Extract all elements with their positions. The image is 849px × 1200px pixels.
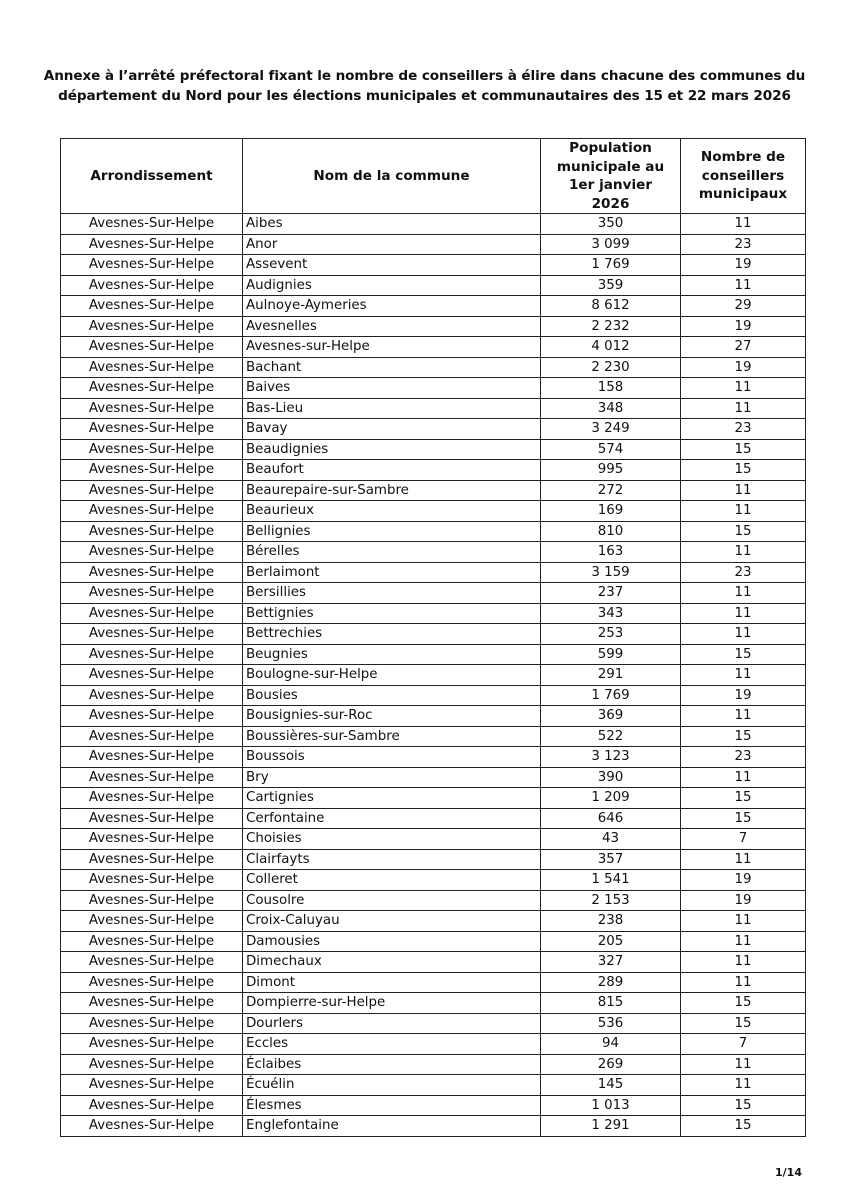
cell-conseillers: 11 [681, 849, 806, 870]
cell-arrondissement: Avesnes-Sur-Helpe [61, 583, 243, 604]
table-row [61, 255, 806, 276]
header-population-text: Population municipale au 1er janvier 2026 [556, 140, 665, 212]
table-row [61, 1054, 806, 1075]
cell-population: 359 [541, 275, 681, 296]
cell-conseillers: 15 [681, 439, 806, 460]
cell-conseillers: 11 [681, 398, 806, 419]
cell-population: 810 [541, 521, 681, 542]
cell-arrondissement: Avesnes-Sur-Helpe [61, 1095, 243, 1116]
cell-conseillers: 15 [681, 1095, 806, 1116]
cell-arrondissement: Avesnes-Sur-Helpe [61, 501, 243, 522]
cell-arrondissement: Avesnes-Sur-Helpe [61, 378, 243, 399]
cell-arrondissement: Avesnes-Sur-Helpe [61, 1116, 243, 1137]
cell-arrondissement: Avesnes-Sur-Helpe [61, 316, 243, 337]
cell-population: 163 [541, 542, 681, 563]
cell-commune: Choisies [243, 829, 541, 850]
cell-population: 94 [541, 1034, 681, 1055]
cell-arrondissement: Avesnes-Sur-Helpe [61, 1034, 243, 1055]
cell-arrondissement: Avesnes-Sur-Helpe [61, 234, 243, 255]
cell-conseillers: 11 [681, 480, 806, 501]
cell-arrondissement: Avesnes-Sur-Helpe [61, 870, 243, 891]
table-row [61, 767, 806, 788]
cell-arrondissement: Avesnes-Sur-Helpe [61, 665, 243, 686]
cell-conseillers: 19 [681, 870, 806, 891]
cell-conseillers: 11 [681, 767, 806, 788]
cell-population: 343 [541, 603, 681, 624]
cell-commune: Dompierre-sur-Helpe [243, 993, 541, 1014]
cell-arrondissement: Avesnes-Sur-Helpe [61, 521, 243, 542]
cell-arrondissement: Avesnes-Sur-Helpe [61, 603, 243, 624]
cell-conseillers: 11 [681, 706, 806, 727]
cell-arrondissement: Avesnes-Sur-Helpe [61, 747, 243, 768]
cell-population: 145 [541, 1075, 681, 1096]
table-row [61, 849, 806, 870]
cell-arrondissement: Avesnes-Sur-Helpe [61, 480, 243, 501]
cell-population: 3 159 [541, 562, 681, 583]
cell-conseillers: 11 [681, 624, 806, 645]
table-row [61, 685, 806, 706]
cell-arrondissement: Avesnes-Sur-Helpe [61, 439, 243, 460]
table-row [61, 296, 806, 317]
cell-commune: Croix-Caluyau [243, 911, 541, 932]
cell-conseillers: 19 [681, 357, 806, 378]
cell-arrondissement: Avesnes-Sur-Helpe [61, 562, 243, 583]
table-row [61, 603, 806, 624]
cell-arrondissement: Avesnes-Sur-Helpe [61, 726, 243, 747]
cell-arrondissement: Avesnes-Sur-Helpe [61, 644, 243, 665]
cell-commune: Bérelles [243, 542, 541, 563]
cell-commune: Anor [243, 234, 541, 255]
table-row [61, 419, 806, 440]
cell-population: 3 099 [541, 234, 681, 255]
table-row [61, 234, 806, 255]
cell-population: 348 [541, 398, 681, 419]
cell-arrondissement: Avesnes-Sur-Helpe [61, 357, 243, 378]
cell-arrondissement: Avesnes-Sur-Helpe [61, 1075, 243, 1096]
cell-arrondissement: Avesnes-Sur-Helpe [61, 296, 243, 317]
table-row [61, 1116, 806, 1137]
cell-commune: Bellignies [243, 521, 541, 542]
document-title-line-1: Annexe à l’arrêté préfectoral fixant le nombre de conseillers à élire dans chacune des communes du [43, 68, 806, 84]
cell-commune: Bachant [243, 357, 541, 378]
cell-arrondissement: Avesnes-Sur-Helpe [61, 952, 243, 973]
table-row [61, 931, 806, 952]
cell-conseillers: 15 [681, 521, 806, 542]
header-population [541, 139, 681, 214]
cell-conseillers: 7 [681, 1034, 806, 1055]
cell-commune: Élesmes [243, 1095, 541, 1116]
cell-commune: Bousignies-sur-Roc [243, 706, 541, 727]
cell-conseillers: 19 [681, 890, 806, 911]
cell-conseillers: 15 [681, 726, 806, 747]
cell-commune: Beaurepaire-sur-Sambre [243, 480, 541, 501]
cell-arrondissement: Avesnes-Sur-Helpe [61, 808, 243, 829]
table-row [61, 378, 806, 399]
cell-commune: Cerfontaine [243, 808, 541, 829]
table-row [61, 460, 806, 481]
cell-population: 8 612 [541, 296, 681, 317]
cell-conseillers: 11 [681, 275, 806, 296]
cell-arrondissement: Avesnes-Sur-Helpe [61, 685, 243, 706]
cell-commune: Berlaimont [243, 562, 541, 583]
cell-commune: Bavay [243, 419, 541, 440]
cell-conseillers: 15 [681, 1116, 806, 1137]
table-row [61, 316, 806, 337]
cell-commune: Aulnoye-Aymeries [243, 296, 541, 317]
cell-arrondissement: Avesnes-Sur-Helpe [61, 275, 243, 296]
cell-conseillers: 7 [681, 829, 806, 850]
cell-conseillers: 15 [681, 993, 806, 1014]
cell-commune: Boussières-sur-Sambre [243, 726, 541, 747]
cell-arrondissement: Avesnes-Sur-Helpe [61, 624, 243, 645]
cell-commune: Englefontaine [243, 1116, 541, 1137]
cell-arrondissement: Avesnes-Sur-Helpe [61, 972, 243, 993]
table-row [61, 521, 806, 542]
table-row [61, 357, 806, 378]
cell-arrondissement: Avesnes-Sur-Helpe [61, 460, 243, 481]
table-row [61, 1034, 806, 1055]
cell-commune: Bettrechies [243, 624, 541, 645]
table-row [61, 952, 806, 973]
table-row [61, 398, 806, 419]
table-row [61, 624, 806, 645]
cell-conseillers: 19 [681, 685, 806, 706]
cell-commune: Dimechaux [243, 952, 541, 973]
cell-arrondissement: Avesnes-Sur-Helpe [61, 788, 243, 809]
cell-conseillers: 11 [681, 583, 806, 604]
table-row [61, 644, 806, 665]
table-row [61, 275, 806, 296]
header-conseillers [681, 139, 806, 214]
table-row [61, 562, 806, 583]
cell-arrondissement: Avesnes-Sur-Helpe [61, 542, 243, 563]
cell-commune: Boussois [243, 747, 541, 768]
cell-arrondissement: Avesnes-Sur-Helpe [61, 849, 243, 870]
cell-population: 2 230 [541, 357, 681, 378]
cell-commune: Bry [243, 767, 541, 788]
cell-arrondissement: Avesnes-Sur-Helpe [61, 214, 243, 235]
cell-arrondissement: Avesnes-Sur-Helpe [61, 993, 243, 1014]
cell-population: 291 [541, 665, 681, 686]
cell-commune: Assevent [243, 255, 541, 276]
cell-conseillers: 23 [681, 747, 806, 768]
cell-arrondissement: Avesnes-Sur-Helpe [61, 398, 243, 419]
cell-population: 205 [541, 931, 681, 952]
cell-conseillers: 11 [681, 1075, 806, 1096]
table-row [61, 1013, 806, 1034]
table-row [61, 726, 806, 747]
table-row [61, 890, 806, 911]
cell-commune: Éclaibes [243, 1054, 541, 1075]
cell-population: 289 [541, 972, 681, 993]
cell-population: 3 249 [541, 419, 681, 440]
cell-commune: Beugnies [243, 644, 541, 665]
document-title [0, 66, 849, 106]
cell-population: 599 [541, 644, 681, 665]
cell-population: 574 [541, 439, 681, 460]
cell-conseillers: 15 [681, 460, 806, 481]
table-row [61, 480, 806, 501]
cell-population: 327 [541, 952, 681, 973]
header-arrondissement: Arrondissement [61, 139, 243, 214]
cell-population: 3 123 [541, 747, 681, 768]
cell-arrondissement: Avesnes-Sur-Helpe [61, 829, 243, 850]
cell-conseillers: 15 [681, 808, 806, 829]
cell-commune: Dimont [243, 972, 541, 993]
cell-conseillers: 11 [681, 542, 806, 563]
cell-population: 238 [541, 911, 681, 932]
table-row [61, 808, 806, 829]
cell-population: 646 [541, 808, 681, 829]
cell-arrondissement: Avesnes-Sur-Helpe [61, 706, 243, 727]
table-row [61, 665, 806, 686]
cell-conseillers: 19 [681, 316, 806, 337]
cell-population: 1 541 [541, 870, 681, 891]
cell-commune: Boulogne-sur-Helpe [243, 665, 541, 686]
cell-conseillers: 11 [681, 1054, 806, 1075]
cell-population: 237 [541, 583, 681, 604]
table-row [61, 911, 806, 932]
header-conseillers-text: Nombre de conseillers municipaux [698, 149, 788, 203]
cell-conseillers: 11 [681, 911, 806, 932]
cell-conseillers: 23 [681, 562, 806, 583]
cell-population: 1 291 [541, 1116, 681, 1137]
table-row [61, 439, 806, 460]
cell-population: 169 [541, 501, 681, 522]
cell-population: 357 [541, 849, 681, 870]
cell-population: 253 [541, 624, 681, 645]
cell-population: 995 [541, 460, 681, 481]
cell-commune: Avesnes-sur-Helpe [243, 337, 541, 358]
table-row [61, 214, 806, 235]
cell-population: 2 232 [541, 316, 681, 337]
table-row [61, 706, 806, 727]
cell-arrondissement: Avesnes-Sur-Helpe [61, 767, 243, 788]
cell-arrondissement: Avesnes-Sur-Helpe [61, 1013, 243, 1034]
cell-commune: Bas-Lieu [243, 398, 541, 419]
cell-arrondissement: Avesnes-Sur-Helpe [61, 890, 243, 911]
cell-population: 158 [541, 378, 681, 399]
cell-population: 1 769 [541, 255, 681, 276]
cell-conseillers: 11 [681, 665, 806, 686]
cell-population: 815 [541, 993, 681, 1014]
table-row [61, 829, 806, 850]
cell-conseillers: 23 [681, 419, 806, 440]
cell-population: 1 209 [541, 788, 681, 809]
cell-commune: Beaurieux [243, 501, 541, 522]
cell-conseillers: 15 [681, 1013, 806, 1034]
table-row [61, 583, 806, 604]
cell-conseillers: 23 [681, 234, 806, 255]
cell-commune: Clairfayts [243, 849, 541, 870]
page-number: 1/14 [775, 1166, 802, 1179]
cell-population: 1 769 [541, 685, 681, 706]
cell-commune: Audignies [243, 275, 541, 296]
cell-arrondissement: Avesnes-Sur-Helpe [61, 255, 243, 276]
cell-population: 4 012 [541, 337, 681, 358]
cell-commune: Damousies [243, 931, 541, 952]
cell-conseillers: 11 [681, 931, 806, 952]
cell-commune: Bersillies [243, 583, 541, 604]
cell-commune: Bettignies [243, 603, 541, 624]
cell-population: 1 013 [541, 1095, 681, 1116]
cell-conseillers: 15 [681, 644, 806, 665]
cell-commune: Avesnelles [243, 316, 541, 337]
table-row [61, 870, 806, 891]
cell-population: 2 153 [541, 890, 681, 911]
cell-conseillers: 11 [681, 972, 806, 993]
cell-population: 390 [541, 767, 681, 788]
cell-conseillers: 15 [681, 788, 806, 809]
cell-population: 350 [541, 214, 681, 235]
cell-population: 522 [541, 726, 681, 747]
table-row [61, 788, 806, 809]
cell-commune: Colleret [243, 870, 541, 891]
table-row [61, 337, 806, 358]
table-row [61, 501, 806, 522]
cell-commune: Baives [243, 378, 541, 399]
table-body [61, 214, 806, 1137]
cell-commune: Eccles [243, 1034, 541, 1055]
table-header-row [61, 139, 806, 214]
communes-table [60, 138, 806, 1137]
cell-commune: Bousies [243, 685, 541, 706]
cell-commune: Dourlers [243, 1013, 541, 1034]
cell-population: 369 [541, 706, 681, 727]
cell-population: 536 [541, 1013, 681, 1034]
cell-conseillers: 11 [681, 378, 806, 399]
cell-arrondissement: Avesnes-Sur-Helpe [61, 337, 243, 358]
cell-conseillers: 11 [681, 501, 806, 522]
cell-conseillers: 19 [681, 255, 806, 276]
cell-conseillers: 11 [681, 603, 806, 624]
cell-conseillers: 11 [681, 214, 806, 235]
table-row [61, 542, 806, 563]
cell-arrondissement: Avesnes-Sur-Helpe [61, 911, 243, 932]
table-row [61, 747, 806, 768]
cell-conseillers: 27 [681, 337, 806, 358]
cell-population: 269 [541, 1054, 681, 1075]
cell-commune: Cartignies [243, 788, 541, 809]
document-title-line-2: département du Nord pour les élections municipales et communautaires des 15 et 22 mars 2026 [58, 88, 791, 104]
table-row [61, 993, 806, 1014]
cell-commune: Écuélin [243, 1075, 541, 1096]
cell-population: 43 [541, 829, 681, 850]
table-row [61, 1075, 806, 1096]
cell-commune: Cousolre [243, 890, 541, 911]
cell-arrondissement: Avesnes-Sur-Helpe [61, 419, 243, 440]
cell-population: 272 [541, 480, 681, 501]
header-commune: Nom de la commune [243, 139, 541, 214]
cell-commune: Beaudignies [243, 439, 541, 460]
cell-arrondissement: Avesnes-Sur-Helpe [61, 931, 243, 952]
cell-commune: Beaufort [243, 460, 541, 481]
cell-conseillers: 11 [681, 952, 806, 973]
cell-conseillers: 29 [681, 296, 806, 317]
cell-commune: Aibes [243, 214, 541, 235]
table-row [61, 1095, 806, 1116]
cell-arrondissement: Avesnes-Sur-Helpe [61, 1054, 243, 1075]
table-row [61, 972, 806, 993]
